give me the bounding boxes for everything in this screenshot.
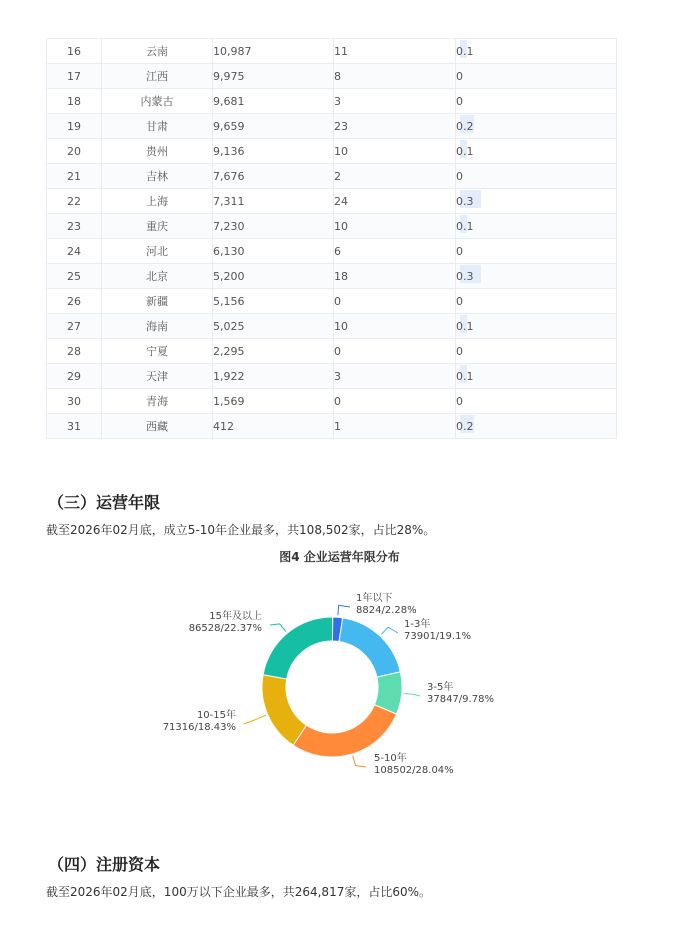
- table-row: [47, 389, 617, 414]
- count-cell: 9,975: [213, 64, 334, 89]
- percent-cell: [456, 339, 617, 364]
- count-cell: 5,025: [213, 314, 334, 339]
- percent-value: 0: [456, 394, 463, 408]
- province-cell: 贵州: [102, 139, 213, 164]
- count-cell: 2,295: [213, 339, 334, 364]
- new-count-cell: 3: [334, 364, 456, 389]
- rank-cell: 26: [47, 289, 102, 314]
- new-count-cell: 18: [334, 264, 456, 289]
- count-cell: 1,569: [213, 389, 334, 414]
- percent-value: 0: [456, 169, 463, 183]
- donut-slice-1: [339, 618, 400, 677]
- table-row: [47, 139, 617, 164]
- slice-name-5: 15年及以上: [209, 611, 262, 622]
- new-count-cell: 10: [334, 214, 456, 239]
- region-table: [46, 38, 617, 439]
- slice-label-1: 73901/19.1%: [404, 631, 471, 642]
- percent-value: 0.3: [456, 269, 474, 283]
- percent-value: 0.2: [456, 119, 474, 133]
- province-cell: 吉林: [102, 164, 213, 189]
- new-count-cell: 3: [334, 89, 456, 114]
- new-count-cell: 0: [334, 339, 456, 364]
- section-text-operating-years: 截至2026年02月底，成立5-10年企业最多，共108,502家，占比28%。: [46, 523, 436, 537]
- percent-cell: [456, 314, 617, 339]
- count-cell: 7,311: [213, 189, 334, 214]
- leader-line-0: [338, 605, 350, 615]
- count-cell: 5,200: [213, 264, 334, 289]
- rank-cell: 22: [47, 189, 102, 214]
- percent-cell: [456, 414, 617, 439]
- rank-cell: 20: [47, 139, 102, 164]
- count-cell: 9,681: [213, 89, 334, 114]
- percent-cell: [456, 239, 617, 264]
- percent-value: 0.2: [456, 419, 474, 433]
- rank-cell: 30: [47, 389, 102, 414]
- section-heading-operating-years: （三）运营年限: [48, 493, 161, 512]
- table-row: [47, 314, 617, 339]
- rank-cell: 18: [47, 89, 102, 114]
- table-row: [47, 214, 617, 239]
- percent-value: 0.1: [456, 319, 474, 333]
- count-cell: 9,136: [213, 139, 334, 164]
- province-cell: 江西: [102, 64, 213, 89]
- percent-value: 0: [456, 294, 463, 308]
- province-cell: 新疆: [102, 289, 213, 314]
- count-cell: 1,922: [213, 364, 334, 389]
- percent-cell: [456, 39, 617, 64]
- table-row: [47, 414, 617, 439]
- leader-line-2: [404, 693, 420, 696]
- province-cell: 河北: [102, 239, 213, 264]
- rank-cell: 21: [47, 164, 102, 189]
- leader-line-4: [244, 715, 266, 724]
- percent-value: 0.3: [456, 194, 474, 208]
- count-cell: 7,230: [213, 214, 334, 239]
- new-count-cell: 1: [334, 414, 456, 439]
- percent-value: 0.1: [456, 144, 474, 158]
- province-cell: 北京: [102, 264, 213, 289]
- new-count-cell: 2: [334, 164, 456, 189]
- rank-cell: 28: [47, 339, 102, 364]
- table-row: [47, 289, 617, 314]
- donut-slice-4: [262, 675, 306, 745]
- province-cell: 重庆: [102, 214, 213, 239]
- percent-value: 0: [456, 244, 463, 258]
- percent-cell: [456, 64, 617, 89]
- count-cell: 7,676: [213, 164, 334, 189]
- count-cell: 9,659: [213, 114, 334, 139]
- table-row: [47, 339, 617, 364]
- figure-title: 图4 企业运营年限分布: [279, 550, 400, 564]
- count-cell: 6,130: [213, 239, 334, 264]
- slice-label-5: 86528/22.37%: [188, 623, 262, 634]
- leader-line-1: [381, 627, 398, 634]
- table-row: [47, 39, 617, 64]
- count-cell: 412: [213, 414, 334, 439]
- donut-slice-3: [293, 705, 396, 757]
- slice-label-4: 71316/18.43%: [162, 722, 236, 733]
- percent-cell: [456, 289, 617, 314]
- province-cell: 宁夏: [102, 339, 213, 364]
- slice-name-2: 3-5年: [427, 682, 454, 693]
- new-count-cell: 10: [334, 139, 456, 164]
- province-cell: 云南: [102, 39, 213, 64]
- slice-name-4: 10-15年: [196, 710, 236, 721]
- donut-chart: [0, 575, 679, 790]
- count-cell: 10,987: [213, 39, 334, 64]
- percent-cell: [456, 214, 617, 239]
- slice-label-0: 8824/2.28%: [356, 605, 417, 616]
- rank-cell: 16: [47, 39, 102, 64]
- rank-cell: 29: [47, 364, 102, 389]
- percent-cell: [456, 364, 617, 389]
- province-cell: 甘肃: [102, 114, 213, 139]
- slice-label-3: 108502/28.04%: [374, 765, 454, 776]
- table-row: [47, 189, 617, 214]
- rank-cell: 23: [47, 214, 102, 239]
- new-count-cell: 8: [334, 64, 456, 89]
- table-row: [47, 364, 617, 389]
- new-count-cell: 23: [334, 114, 456, 139]
- percent-cell: [456, 114, 617, 139]
- percent-value: 0.1: [456, 44, 474, 58]
- province-cell: 上海: [102, 189, 213, 214]
- rank-cell: 27: [47, 314, 102, 339]
- province-cell: 西藏: [102, 414, 213, 439]
- rank-cell: 17: [47, 64, 102, 89]
- table-row: [47, 114, 617, 139]
- province-cell: 天津: [102, 364, 213, 389]
- new-count-cell: 6: [334, 239, 456, 264]
- province-cell: 海南: [102, 314, 213, 339]
- percent-cell: [456, 89, 617, 114]
- percent-cell: [456, 164, 617, 189]
- percent-value: 0: [456, 69, 463, 83]
- leader-line-3: [353, 756, 366, 767]
- province-cell: 青海: [102, 389, 213, 414]
- slice-label-2: 37847/9.78%: [427, 694, 494, 705]
- percent-value: 0: [456, 344, 463, 358]
- rank-cell: 25: [47, 264, 102, 289]
- new-count-cell: 0: [334, 389, 456, 414]
- table-row: [47, 64, 617, 89]
- percent-cell: [456, 264, 617, 289]
- leader-line-5: [270, 624, 286, 632]
- new-count-cell: 0: [334, 289, 456, 314]
- section-heading-registered-capital: （四）注册资本: [48, 855, 161, 874]
- section-text-registered-capital: 截至2026年02月底，100万以下企业最多，共264,817家，占比60%。: [46, 885, 432, 899]
- count-cell: 5,156: [213, 289, 334, 314]
- new-count-cell: 24: [334, 189, 456, 214]
- rank-cell: 31: [47, 414, 102, 439]
- rank-cell: 24: [47, 239, 102, 264]
- donut-slice-5: [263, 617, 333, 679]
- slice-name-3: 5-10年: [374, 753, 407, 764]
- province-cell: 内蒙古: [102, 89, 213, 114]
- table-row: [47, 264, 617, 289]
- percent-cell: [456, 189, 617, 214]
- new-count-cell: 10: [334, 314, 456, 339]
- rank-cell: 19: [47, 114, 102, 139]
- new-count-cell: 11: [334, 39, 456, 64]
- percent-value: 0: [456, 94, 463, 108]
- table-row: [47, 164, 617, 189]
- table-row: [47, 89, 617, 114]
- percent-value: 0.1: [456, 219, 474, 233]
- percent-cell: [456, 139, 617, 164]
- percent-value: 0.1: [456, 369, 474, 383]
- percent-cell: [456, 389, 617, 414]
- table-row: [47, 239, 617, 264]
- slice-name-0: 1年以下: [356, 593, 393, 604]
- slice-name-1: 1-3年: [404, 619, 431, 630]
